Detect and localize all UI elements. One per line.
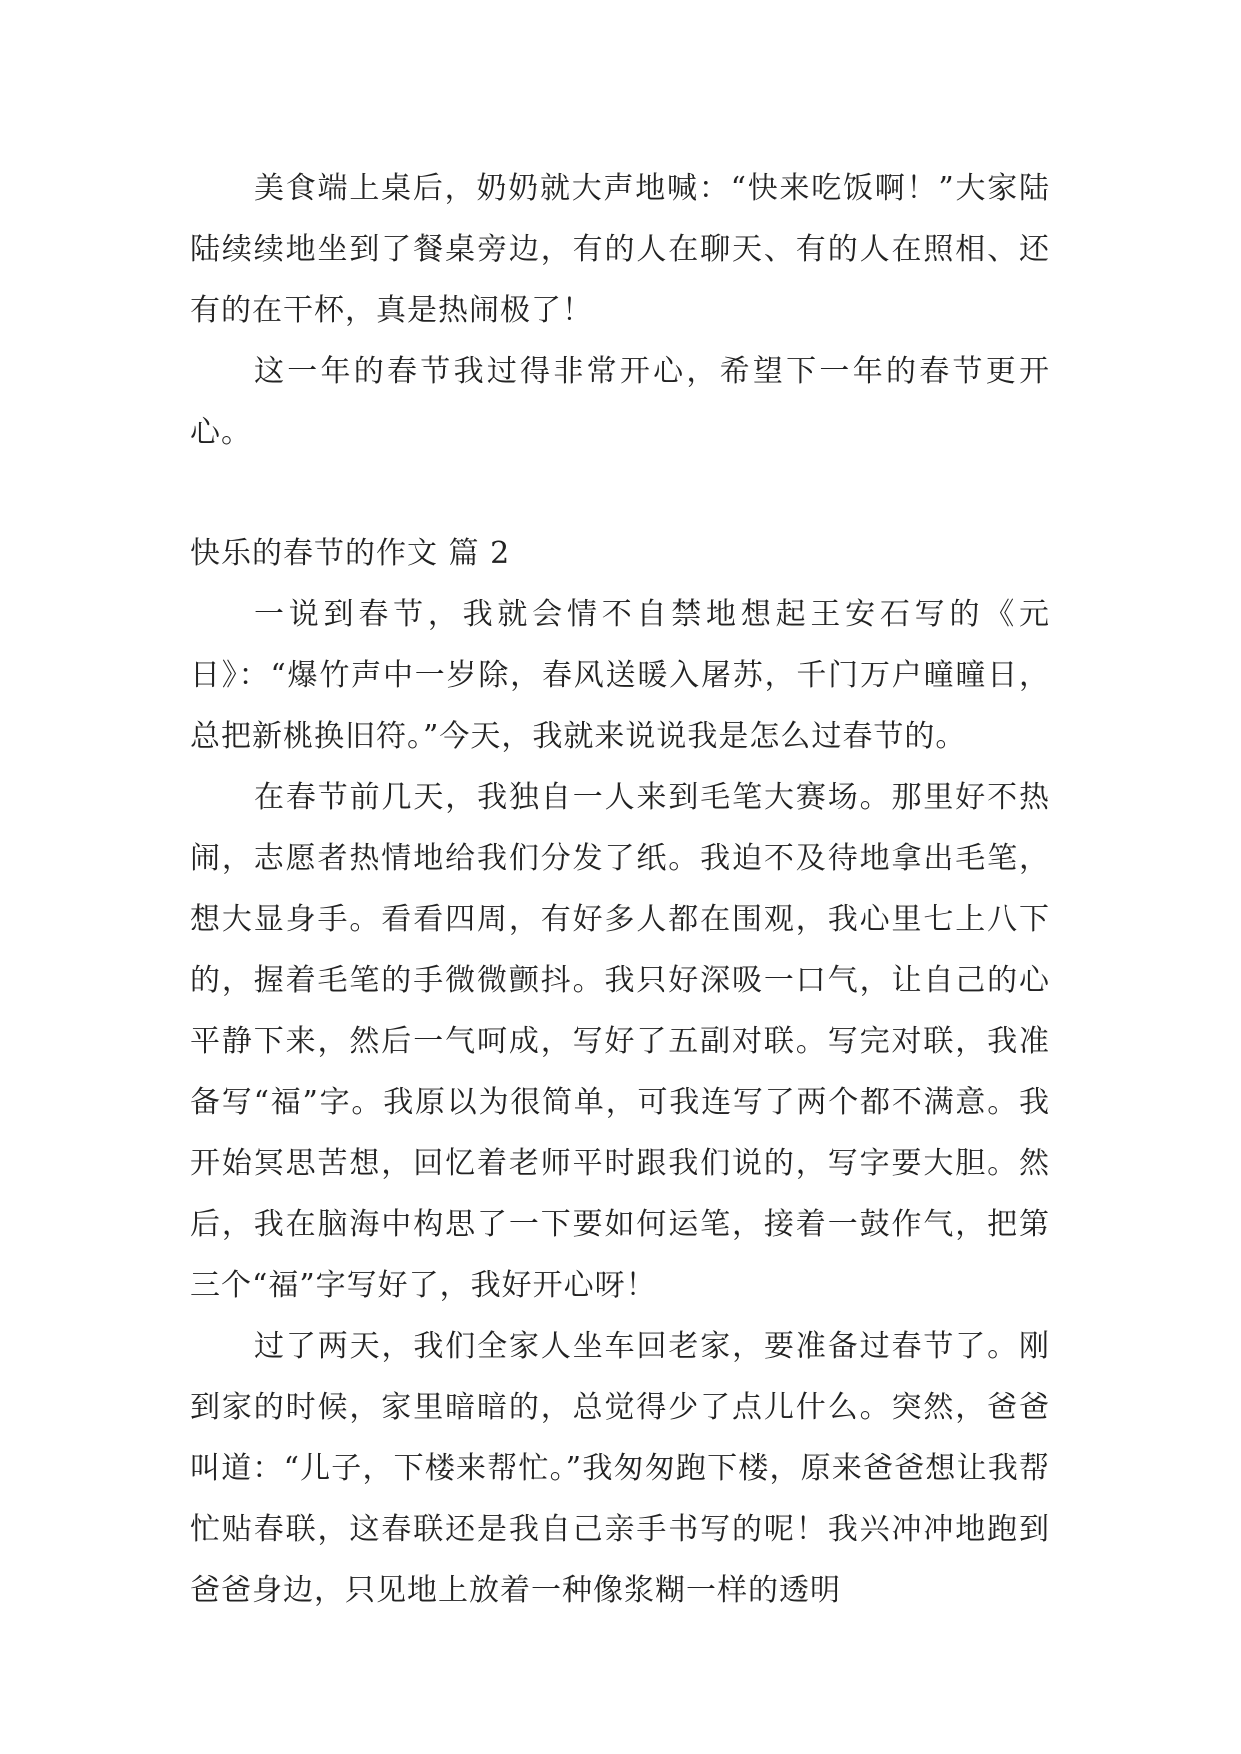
paragraph-feast: 美食端上桌后，奶奶就大声地喊：“快来吃饭啊！”大家陆陆续续地坐到了餐桌旁边，有的人在聊天、有的人在照相、还有的在干杯，真是热闹极了！ xyxy=(190,171,1050,328)
paragraph-couplets-home: 过了两天，我们全家人坐车回老家，要准备过春节了。刚到家的时候，家里暗暗的，总觉得少了点儿什么。突然，爸爸叫道：“儿子，下楼来帮忙。”我匆匆跑下楼，原来爸爸想让我帮忙贴春联，这春联还是我自己亲手书写的呢！我兴冲冲地跑到爸爸身边，只见地上放着一种像浆糊一样的透明 xyxy=(190,1329,1050,1608)
paragraph-calligraphy-contest: 在春节前几天，我独自一人来到毛笔大赛场。那里好不热闹，志愿者热情地给我们分发了纸。我迫不及待地拿出毛笔，想大显身手。看看四周，有好多人都在围观，我心里七上八下的，握着毛笔的手微微颤抖。我只好深吸一口气，让自己的心平静下来，然后一气呵成，写好了五副对联。写完对联，我准备写“福”字。我原以为很简单，可我连写了两个都不满意。我开始冥思苦想，回忆着老师平时跟我们说的，写字要大胆。然后，我在脑海中构思了一下要如何运笔，接着一鼓作气，把第三个“福”字写好了，我好开心呀！ xyxy=(190,780,1050,1303)
section-title: 快乐的春节的作文 篇 2 xyxy=(190,536,511,571)
paragraph-happy-new-year: 这一年的春节我过得非常开心，希望下一年的春节更开心。 xyxy=(190,354,1050,450)
paragraph-yuanri-poem: 一说到春节，我就会情不自禁地想起王安石写的《元日》：“爆竹声中一岁除，春风送暖入屠苏，千门万户曈曈日，总把新桃换旧符。”今天，我就来说说我是怎么过春节的。 xyxy=(190,597,1050,754)
document-body xyxy=(190,158,1050,1621)
